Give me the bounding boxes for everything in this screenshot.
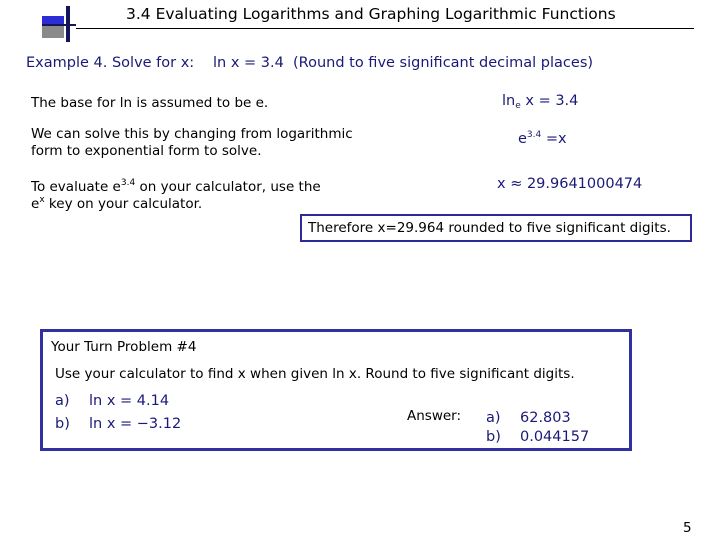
answer-b: b) 0.044157 <box>486 429 590 445</box>
example-equation: ln x = 3.4 <box>213 55 284 71</box>
your-turn-title: Your Turn Problem #4 <box>51 339 197 355</box>
slide-logo <box>42 6 76 42</box>
work-step-result: x ≈ 29.9641000474 <box>497 176 643 192</box>
answer-a: a) 62.803 <box>486 410 571 426</box>
work-step-log-form: $\ln_e x = 3.4$ <box>502 93 579 111</box>
explanation-base: The base for ln is assumed to be e. <box>31 95 269 111</box>
explanation-conversion <box>31 126 353 160</box>
explanation-calculator <box>31 179 321 213</box>
problem-a: a) ln x = 4.14 <box>55 393 170 409</box>
your-turn-instruction: Use your calculator to find x when given ln x. Round to five significant digits. <box>55 366 575 382</box>
logo-vertical-bar <box>66 6 70 42</box>
explanation-conversion-line2: form to exponential form to solve. <box>31 143 262 159</box>
explanation-conversion-line1: We can solve this by changing from logarithmic <box>31 126 353 142</box>
page-number: 5 <box>683 520 692 536</box>
explanation-calculator-line2: $e^x$ key on your calculator. <box>31 195 203 212</box>
logo-horizontal-bar <box>42 24 76 26</box>
example-label: Example 4. Solve for x: <box>26 55 195 71</box>
example-instruction: (Round to five significant decimal places) <box>293 55 594 71</box>
logo-blue-square <box>42 16 64 24</box>
header-divider <box>76 28 694 29</box>
problem-b: b) ln x = −3.12 <box>55 416 182 432</box>
answer-label: Answer: <box>407 408 462 424</box>
explanation-calculator-line1: To evaluate $e^{3.4}$ on your calculator, use the <box>31 178 321 195</box>
logo-gray-square <box>42 26 64 38</box>
work-step-exponential-form: $e^{3.4} =x$ <box>518 130 567 147</box>
your-turn-box <box>40 329 632 451</box>
slide-title: 3.4 Evaluating Logarithms and Graphing Logarithmic Functions <box>126 5 616 23</box>
result-box: Therefore x=29.964 rounded to five significant digits. <box>300 214 692 242</box>
